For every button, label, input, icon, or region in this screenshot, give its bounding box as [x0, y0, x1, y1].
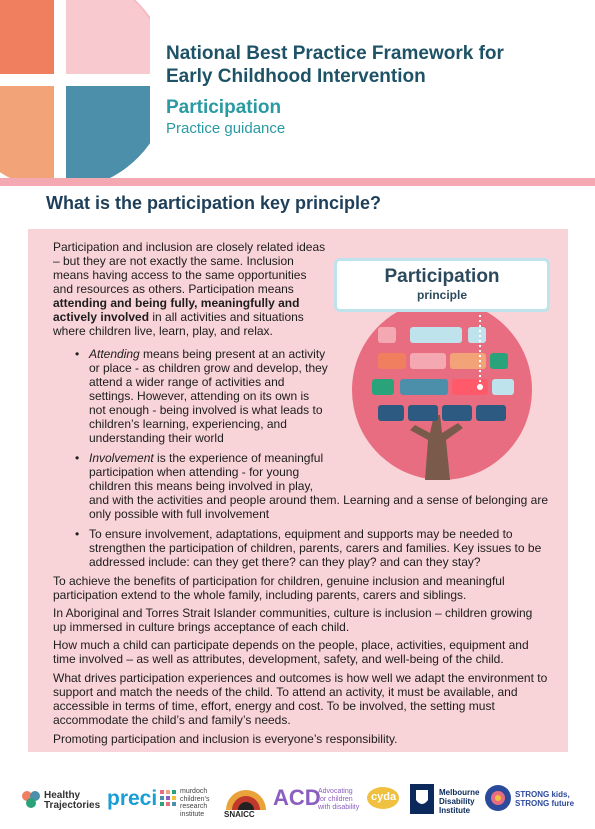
logo-text: murdoch — [180, 788, 208, 795]
header-band — [0, 178, 595, 186]
bullet-term: Involvement — [89, 451, 154, 465]
intro-line: where children live, learn, play, and relax. — [53, 324, 273, 338]
bullet-line — [89, 451, 323, 465]
logo-text: Melbourne — [439, 788, 480, 797]
intro-line — [53, 310, 304, 324]
bullet-line: or place - as children grow and develop, they — [89, 361, 328, 375]
bullet-line: understanding their world — [89, 431, 224, 445]
logo-text: institute — [180, 810, 205, 818]
footer-logos — [0, 768, 595, 828]
logo-text: Disability — [439, 797, 475, 806]
para-line: participation extend to the whole family, including parents, carers and siblings. — [53, 588, 467, 602]
bullet-line: settings. However, attending on its own is — [89, 389, 310, 403]
intro-line: and resources as others. Participation means — [53, 282, 294, 296]
intro-bold: actively involved — [53, 310, 150, 324]
acd-logo: ACD — [273, 785, 321, 810]
logo-text: Healthy — [44, 790, 81, 801]
melbourne-uni-crest-icon — [410, 784, 434, 814]
intro-line: Participation and inclusion are closely related ideas — [53, 240, 326, 254]
healthy-trajectories-icon — [20, 788, 42, 810]
intro-line: attending and being fully, meaningfully and — [53, 296, 300, 310]
intro-line: – but they are not exactly the same. Inclusion — [53, 254, 294, 268]
para-line: In Aboriginal and Torres Strait Islander communities, culture is inclusion – children growing — [53, 606, 533, 620]
framework-logo-icon — [0, 0, 150, 180]
logo-text: STRONG future — [515, 799, 575, 808]
para-line: accessible in terms of time, effort, energy and cost. To be involved, the setting must — [53, 699, 495, 713]
bullet-text: is the experience of meaningful — [153, 451, 324, 465]
logo-text: research — [180, 803, 208, 810]
bullet-line: only possible with full involvement — [89, 507, 270, 521]
logo-text: Advocating — [318, 788, 353, 795]
bullet-line: strengthen the participation of children, parents, carers and families. Key issues to be — [89, 541, 542, 555]
bullet-line — [89, 347, 325, 361]
healthy-trajectories-logo — [44, 791, 100, 811]
logo-text: STRONG kids, — [515, 790, 570, 799]
intro-text: in all activities and situations — [149, 310, 304, 324]
cyda-logo: cyda — [371, 791, 397, 803]
bullet-line: children’s learning, experiencing, and — [89, 417, 287, 431]
bullet-line: To ensure involvement, adaptations, equipment and supports may be needed to — [89, 527, 513, 541]
strong-kids-logo — [515, 790, 574, 808]
bullet-line: children this means being involved in play, — [89, 479, 313, 493]
melbourne-disability-logo — [439, 788, 479, 815]
section-heading: What is the participation key principle? — [46, 193, 382, 213]
logo-text: Trajectories — [44, 800, 101, 811]
subtitle: Participation — [166, 97, 282, 118]
header — [0, 0, 595, 185]
title-line-1: National Best Practice Framework for — [166, 43, 504, 64]
bullet-line: and with the activities and people around them. Learning and a sense of belonging are — [89, 493, 548, 507]
logo-text: for children — [318, 796, 353, 803]
murdoch-dots-icon — [160, 790, 180, 810]
para-line: time involved – as well as attributes, development, safety, and well-being of the child. — [53, 652, 504, 666]
badge-subtitle: principle — [416, 288, 467, 302]
bullet-line: not enough - being involved is what leads to — [89, 403, 323, 417]
para-line: What drives participation experiences and outcomes is how well we adapt the environment to — [53, 671, 548, 685]
logo-text: children’s — [180, 795, 210, 803]
bullet-dot: • — [75, 527, 80, 541]
badge-title: Participation — [384, 266, 500, 287]
para-line: support and match the needs of the child. To attend an activity, it must be available, and — [53, 685, 518, 699]
intro-line: means having access to the same opportunities — [53, 268, 307, 282]
para-line: How much a child can participate depends on the people, place, activities, equipment and — [53, 638, 529, 652]
bullet-term: Attending — [89, 347, 140, 361]
para-line: To achieve the benefits of participation for children, genuine inclusion and meaningful — [53, 574, 505, 588]
bullet-line: addressed include: can they get there? can they play? and can they stay? — [89, 555, 481, 569]
participation-badge — [334, 258, 550, 312]
para-line: Promoting participation and inclusion is everyone’s responsibility. — [53, 732, 398, 746]
bullet-line: attend a wider range of activities and — [89, 375, 285, 389]
bullet-line: participation when attending - for young — [89, 465, 300, 479]
strong-kids-sun-icon — [484, 784, 512, 812]
murdoch-logo — [180, 788, 209, 818]
logo-text: Institute — [439, 806, 471, 815]
bullet-dot: • — [75, 347, 80, 361]
bullet-dot: • — [75, 451, 80, 465]
acd-tagline — [318, 788, 359, 812]
snaicc-logo: SNAICC — [224, 810, 255, 819]
para-line: up immersed in culture brings acceptance of each child. — [53, 620, 350, 634]
preci-logo: preci — [107, 787, 158, 810]
bullet-text: means being present at an activity — [139, 347, 326, 361]
subsubtitle: Practice guidance — [166, 120, 286, 137]
title-line-2: Early Childhood Intervention — [166, 66, 426, 87]
logo-text: with disability — [318, 804, 360, 811]
para-line: accommodate the child’s and family’s needs. — [53, 713, 291, 727]
